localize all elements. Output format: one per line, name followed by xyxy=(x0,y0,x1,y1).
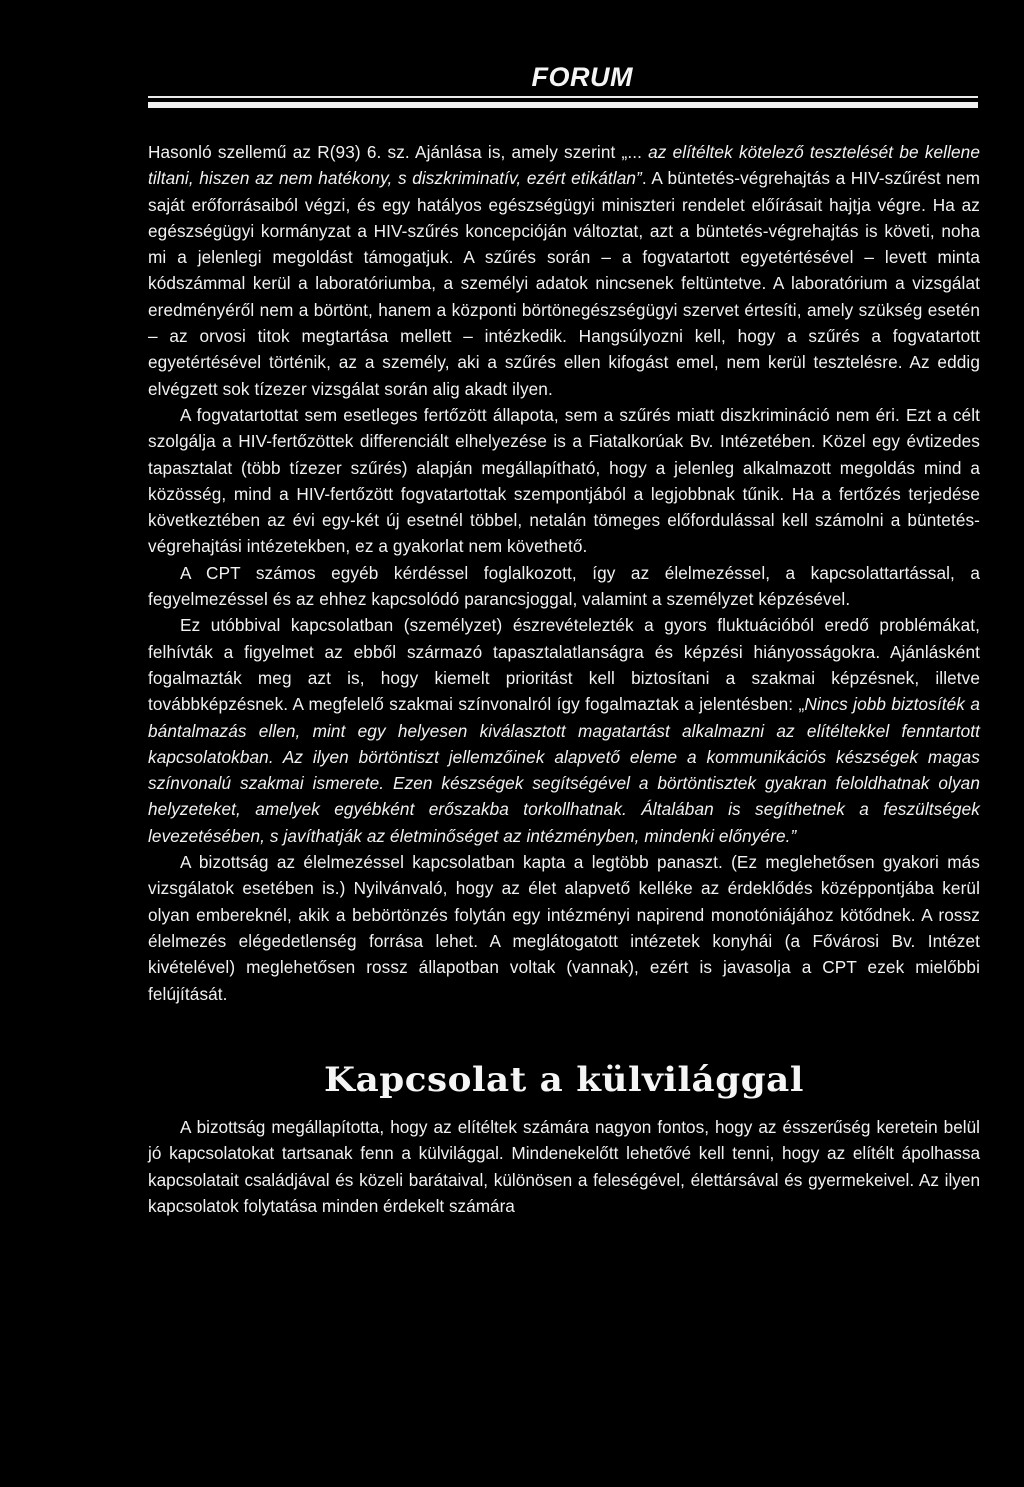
text-run: A fogvatartottat sem esetleges fertőzött állapota, sem a szűrés miatt diszkrimináció nem éri. Ezt a célt szolgálja a HIV-fertőzöttek differenciált elhelyezése is a Fiatalkorúak Bv. Intézetében. Közel egy évtizedes tapasztalat (több tízezer szűrés) alapján megállapítható, hogy a jelenleg alkalmazott megoldás mind a közösség, mind a HIV-fertőzött fogvatartottak szempontjából a legjobbnak tűnik. Ha a fertőzés terjedése következtében az évi egy-két új esetnél többel, netalán tömeges előfordulással kell számolni a büntetés-végrehajtási intézetekben, ez a gyakorlat nem követhető. xyxy=(148,404,980,557)
italic-quote: Nincs jobb biztosíték a bántalmazás ellen, mint egy helyesen kiválasztott magatartást alkalmazni az elítéltekkel fenntartott kapcsolatokban. Az ilyen börtöntiszt jellemzőinek alapvető eleme a kommunikációs készségek magas színvonalú szakmai ismerete. Ezen készségek segítségével a börtöntisztek gyakran feloldhatnak olyan helyzeteket, amelyek egyébként erőszakba torkollhatnak. Általában is segíthetnek a feszültségek levezetésében, s javíthatják az életminőséget az intézményben, mindenki előnyére.” xyxy=(148,694,981,846)
italic-quote: az elítéltek kötelező tesztelését be kellene tiltani, hiszen az nem hatékony, s diszkriminatív, ezért etikátlan” xyxy=(148,142,980,189)
section-heading: Kapcsolat a külvilággal xyxy=(324,1060,804,1100)
text-run: . A büntetés-végrehajtás a HIV-szűrést nem saját erőforrásaiból végzi, és egy hatályos egészségügyi miniszteri rendelet előírásait hajtja végre. Ha az egészségügyi kormányzat a HIV-szűrés koncepcióján változtat, azt a büntetés-végrehajtás is követi, noha mi a jelenlegi megoldást támogatjuk. A szűrés során – a fogvatartott egyetértésével – levett minta kódszámmal kerül a laboratóriumba, a személyi adatok nincsenek feltüntetve. A laboratórium a vizsgálat eredményéről nem a börtönt, hanem a központi börtönegészségügyi szervet értesíti, amely szükség esetén – az orvosi titok megtartása mellett – intézkedik. Hangsúlyozni kell, hogy a szűrés a fogvatartott egyetértésével történik, az a személy, aki a szűrés ellen kifogást emel, nem kerül tesztelésre. Az eddig elvégzett sok tízezer vizsgálat során alig akadt ilyen. xyxy=(148,168,981,399)
body-paragraph xyxy=(148,849,980,1007)
header-rule-thick xyxy=(148,102,978,108)
body-paragraph xyxy=(148,612,980,849)
body-paragraph xyxy=(148,560,980,613)
text-run: Hasonló szellemű az R(93) 6. sz. Ajánlása is, amely szerint „... xyxy=(148,142,649,162)
body-paragraph xyxy=(148,139,980,402)
text-run: A bizottság az élelmezéssel kapcsolatban kapta a legtöbb panaszt. (Ez meglehetősen gyakori más vizsgálatok esetében is.) Nyilvánvaló, hogy az élet alapvető kelléke az érdeklődés középpontjába kerül olyan embereknél, akik a bebörtönzés folytán egy intézményi napirend monotóniájához kötődnek. A rossz élelmezés elégedetlenség forrása lehet. A meglátogatott intézetek konyhái (a Fővárosi Bv. Intézet kivételével) meglehetősen rossz állapotban voltak (vannak), ezért is javasolja a CPT ezek mielőbbi felújítását. xyxy=(148,852,980,1004)
body-paragraph xyxy=(148,402,980,560)
page-header xyxy=(148,62,978,112)
section-kapcsolat xyxy=(148,1060,980,1219)
running-header-title: FORUM xyxy=(531,62,633,92)
section-paragraph: A bizottság megállapította, hogy az elítéltek számára nagyon fontos, hogy az ésszerűség keretein belül jó kapcsolatokat tartsanak fenn a külvilággal. Mindenekelőtt lehetővé kell tenni, hogy az elítélt ápolhassa kapcsolatait családjával és közeli barátaival, különösen a feleségével, élettársával és gyermekeivel. Az ilyen kapcsolatok folytatása minden érdekelt számára xyxy=(148,1117,980,1216)
text-run: A CPT számos egyéb kérdéssel foglalkozott, így az élelmezéssel, a kapcsolattartással, a fegyelmezéssel és az ehhez kapcsolódó parancsjoggal, valamint a személyzet képzésével. xyxy=(148,562,980,610)
text-run: Ez utóbbival kapcsolatban (személyzet) észrevételezték a gyors fluktuációból eredő problémákat, felhívták a figyelmet az ebből származó tapasztalatlanságra és képzési hiányosságokra. Ajánlásként fogalmazták meg azt is, hogy kiemelt prioritást kell biztosítani a szakmai képzésnek, illetve továbbképzésnek. A megfelelő szakmai színvonalról így fogalmaztak a jelentésben: „ xyxy=(148,615,980,715)
header-rule-thin xyxy=(148,96,978,98)
article-body xyxy=(148,139,980,1007)
